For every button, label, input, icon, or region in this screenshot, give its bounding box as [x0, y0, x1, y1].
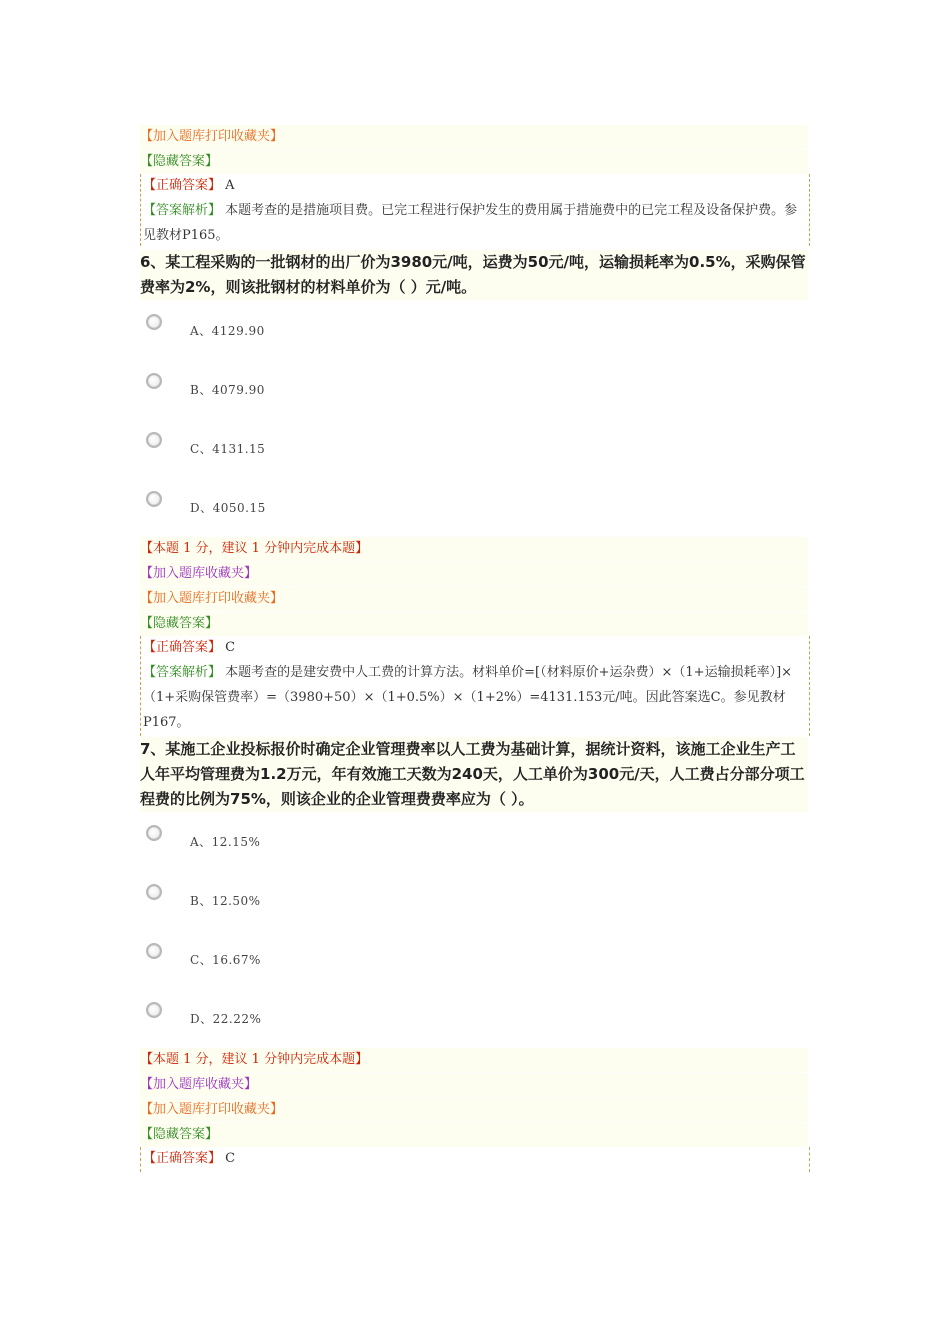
radio-button[interactable] — [146, 373, 162, 389]
option-label: B、12.50% — [190, 894, 261, 908]
option-a[interactable] — [140, 825, 540, 865]
option-b[interactable] — [140, 373, 540, 413]
option-label: D、4050.15 — [190, 501, 266, 515]
answer-analysis — [141, 660, 809, 735]
analysis-text: 本题考查的是措施项目费。已完工程进行保护发生的费用属于措施费中的已完工程及设备保护费。参见教材P165。 — [143, 203, 798, 243]
option-a[interactable] — [140, 314, 540, 354]
add-print-favorites-link[interactable]: 【加入题库打印收藏夹】 — [140, 1098, 808, 1122]
answer-box — [140, 636, 810, 736]
option-d[interactable] — [140, 491, 540, 531]
option-c[interactable] — [140, 432, 540, 472]
option-label: A、12.15% — [190, 835, 261, 849]
option-label: A、4129.90 — [190, 324, 265, 338]
correct-answer-row — [141, 174, 809, 198]
radio-button[interactable] — [146, 491, 162, 507]
answer-analysis — [141, 198, 809, 248]
correct-answer-tag: 【正确答案】 — [143, 178, 222, 193]
add-print-favorites-link[interactable]: 【加入题库打印收藏夹】 — [140, 125, 808, 149]
option-label: C、16.67% — [190, 953, 261, 967]
option-c[interactable] — [140, 943, 540, 983]
radio-button[interactable] — [146, 432, 162, 448]
radio-button[interactable] — [146, 884, 162, 900]
analysis-text: 本题考查的是建安费中人工费的计算方法。材料单价=[（材料原价+运杂费）×（1+运输损耗率）]×（1+采购保管费率）=（3980+50）×（1+0.5%）×（1+2%）=4131.153元/吨。因此答案选C。参见教材P167。 — [143, 665, 793, 730]
question-title: 6、某工程采购的一批钢材的出厂价为3980元/吨，运费为50元/吨，运输损耗率为0.5%，采购保管费率为2%，则该批钢材的材料单价为（ ）元/吨。 — [140, 250, 808, 300]
add-print-favorites-link[interactable]: 【加入题库打印收藏夹】 — [140, 587, 808, 611]
score-note: 【本题 1 分，建议 1 分钟内完成本题】 — [140, 537, 808, 561]
option-label: B、4079.90 — [190, 383, 265, 397]
correct-answer-tag: 【正确答案】 — [143, 640, 222, 655]
hide-answer-link[interactable]: 【隐藏答案】 — [140, 1123, 808, 1147]
radio-button[interactable] — [146, 943, 162, 959]
answer-box — [140, 1147, 810, 1172]
option-b[interactable] — [140, 884, 540, 924]
option-d[interactable] — [140, 1002, 540, 1042]
correct-answer-row — [141, 636, 809, 660]
radio-button[interactable] — [146, 825, 162, 841]
analysis-tag: 【答案解析】 — [143, 203, 222, 218]
option-label: C、4131.15 — [190, 442, 266, 456]
correct-answer-row — [141, 1147, 809, 1171]
correct-answer-value: C — [225, 1151, 236, 1166]
add-favorites-link[interactable]: 【加入题库收藏夹】 — [140, 1073, 808, 1097]
score-note: 【本题 1 分，建议 1 分钟内完成本题】 — [140, 1048, 808, 1072]
correct-answer-value: C — [225, 640, 236, 655]
question-title: 7、某施工企业投标报价时确定企业管理费率以人工费为基础计算，据统计资料，该施工企业生产工人年平均管理费为1.2万元，年有效施工天数为240天，人工单价为300元/天，人工费占分部分项工程费的比例为75%，则该企业的企业管理费费率应为（ ）。 — [140, 737, 808, 812]
radio-button[interactable] — [146, 314, 162, 330]
add-favorites-link[interactable]: 【加入题库收藏夹】 — [140, 562, 808, 586]
hide-answer-link[interactable]: 【隐藏答案】 — [140, 150, 808, 174]
analysis-tag: 【答案解析】 — [143, 665, 222, 680]
correct-answer-tag: 【正确答案】 — [143, 1151, 222, 1166]
radio-button[interactable] — [146, 1002, 162, 1018]
hide-answer-link[interactable]: 【隐藏答案】 — [140, 612, 808, 636]
answer-box — [140, 174, 810, 246]
correct-answer-value: A — [225, 178, 235, 193]
option-label: D、22.22% — [190, 1012, 262, 1026]
